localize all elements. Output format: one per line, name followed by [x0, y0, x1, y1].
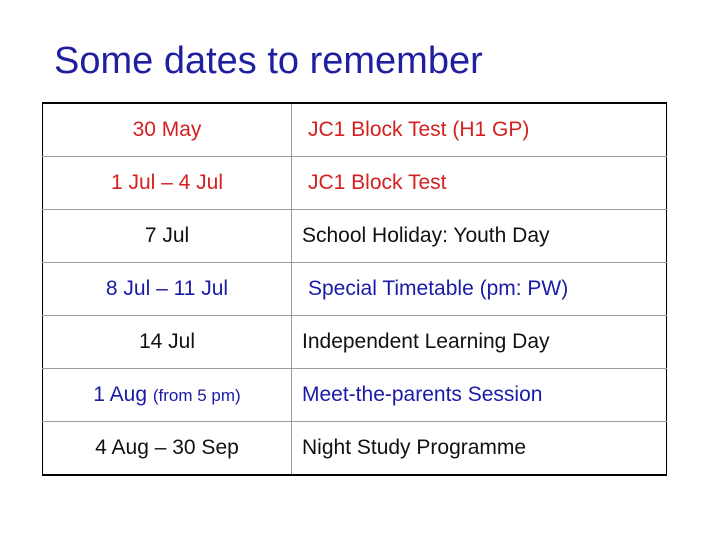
event-text: Independent Learning Day — [302, 330, 550, 353]
date-cell: 4 Aug – 30 Sep — [43, 422, 292, 476]
date-cell — [43, 369, 292, 422]
date-cell: 7 Jul — [43, 210, 292, 263]
event-cell — [292, 422, 667, 476]
date-cell: 30 May — [43, 103, 292, 157]
event-text: Meet-the-parents Session — [302, 383, 543, 406]
dates-table — [42, 102, 667, 476]
table-row — [43, 369, 667, 422]
table-row — [43, 210, 667, 263]
slide-title: Some dates to remember — [54, 40, 483, 82]
event-text: JC1 Block Test (H1 GP) — [308, 118, 530, 141]
event-cell — [292, 210, 667, 263]
date-cell: 1 Jul – 4 Jul — [43, 157, 292, 210]
table-row — [43, 157, 667, 210]
date-note: (from 5 pm) — [152, 386, 241, 405]
event-cell — [292, 157, 667, 210]
table-row — [43, 316, 667, 369]
event-cell — [292, 103, 667, 157]
event-cell — [292, 369, 667, 422]
table-row — [43, 422, 667, 476]
event-text: Special Timetable (pm: PW) — [308, 277, 569, 300]
table-row — [43, 103, 667, 157]
event-text: JC1 Block Test — [308, 171, 447, 194]
date-cell: 8 Jul – 11 Jul — [43, 263, 292, 316]
event-text: School Holiday: Youth Day — [302, 224, 550, 247]
date-text: 1 Aug — [93, 383, 148, 406]
event-text: Night Study Programme — [302, 436, 527, 459]
table-row — [43, 263, 667, 316]
event-cell — [292, 316, 667, 369]
date-cell: 14 Jul — [43, 316, 292, 369]
event-cell — [292, 263, 667, 316]
